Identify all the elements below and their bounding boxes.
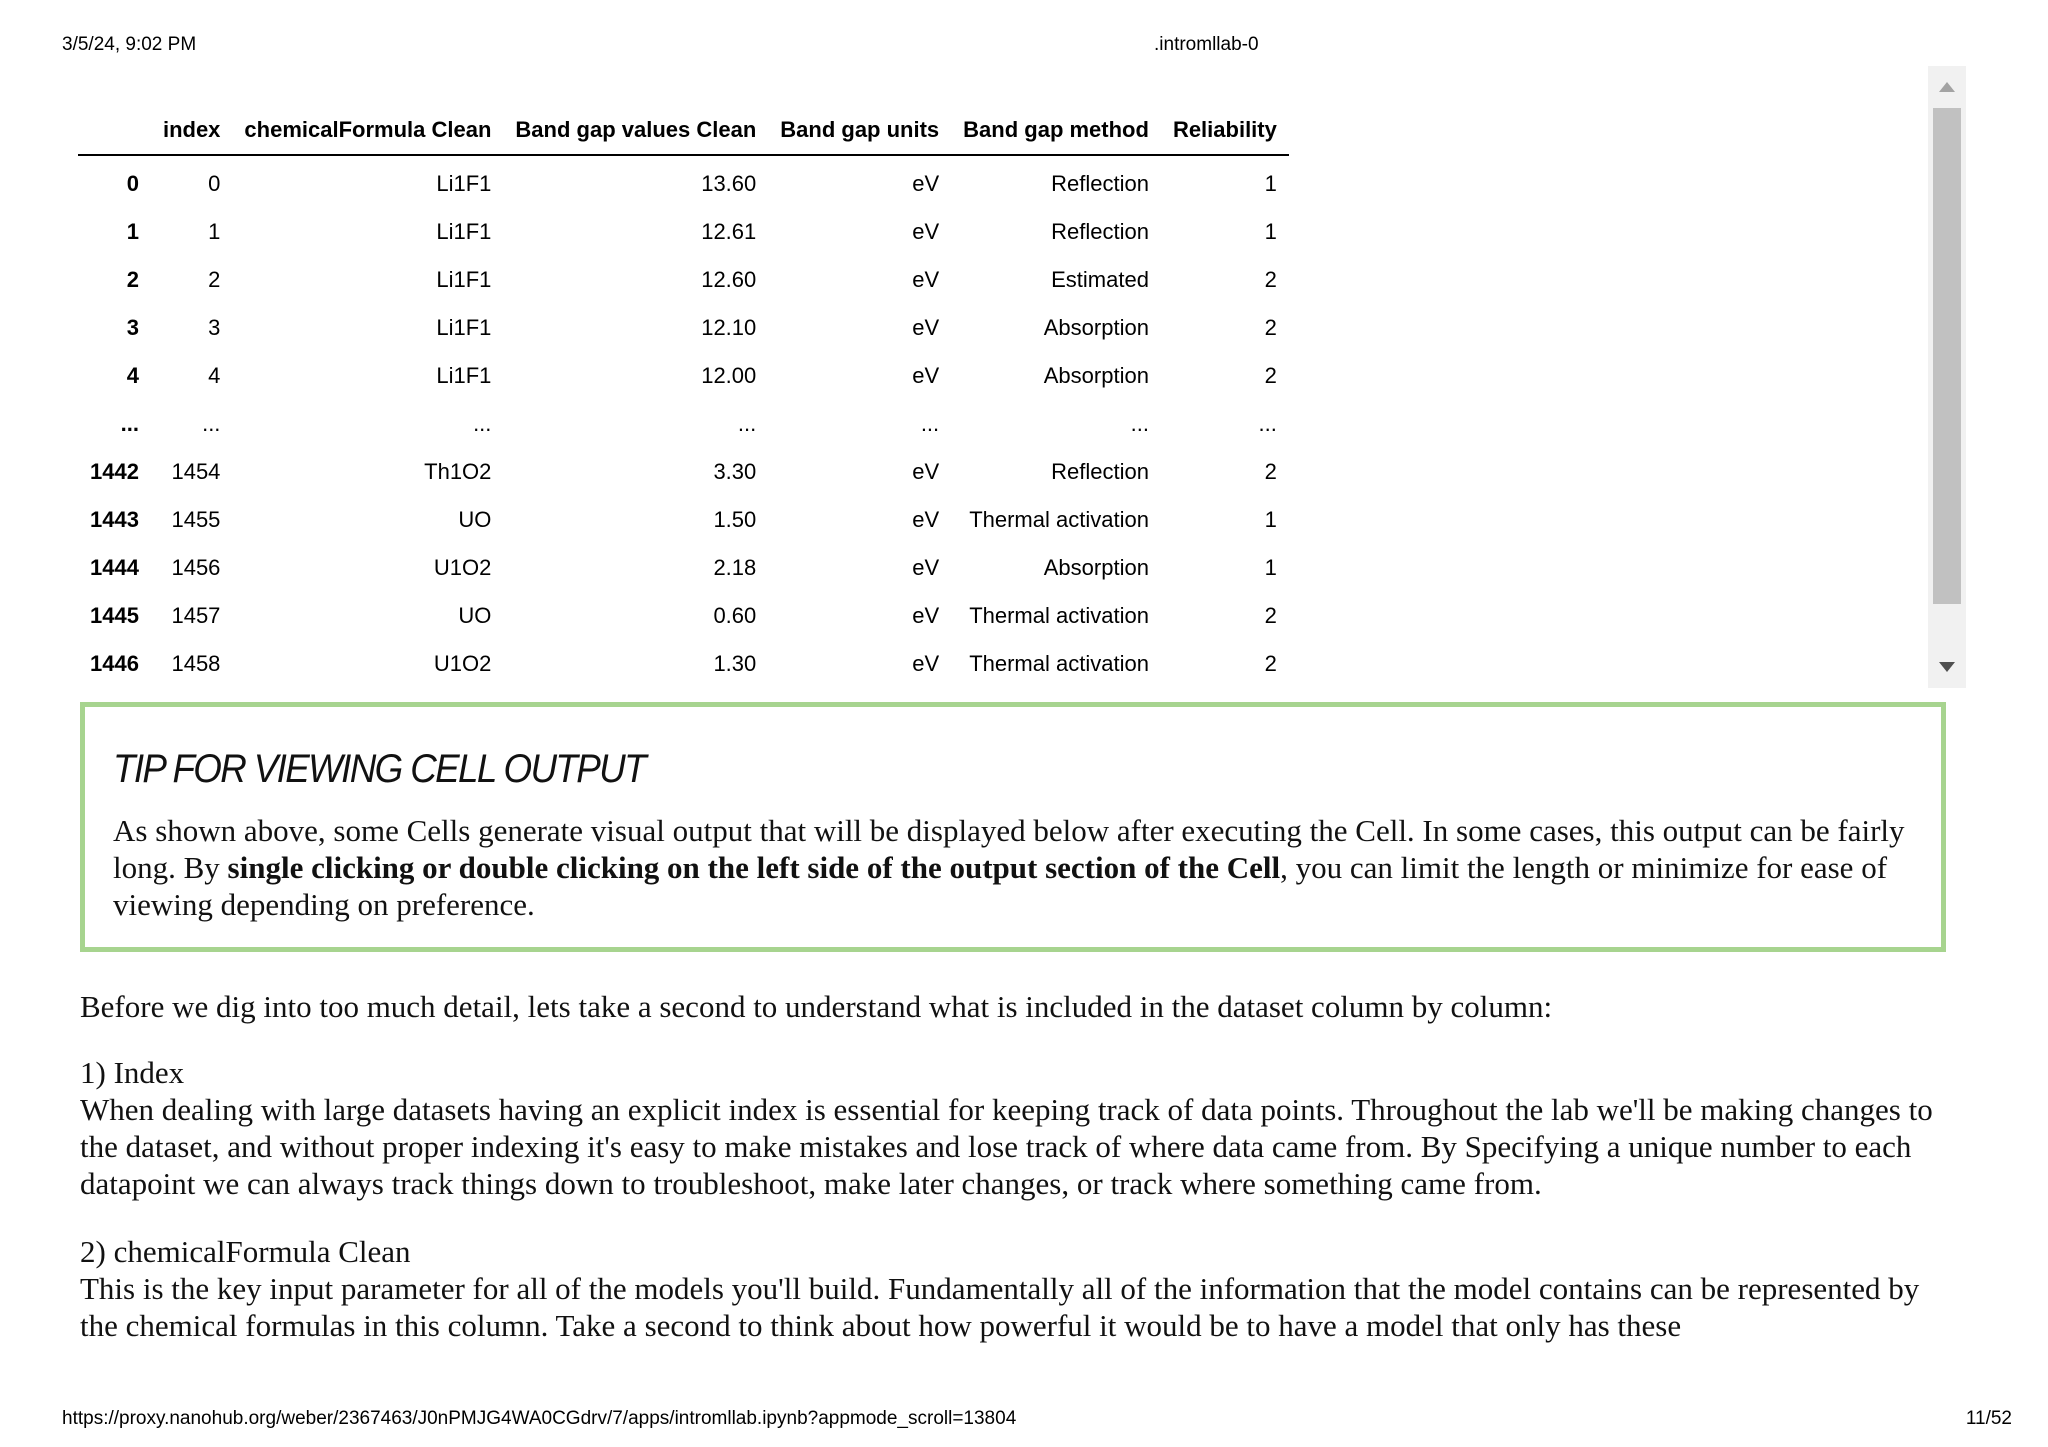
table-cell: Thermal activation [969,507,1149,532]
table-cell: eV [912,555,940,580]
tip-body-text: As shown above, some Cells generate visual output that will be displayed below after executing the Cell. In some cases, this output can be fairly long. By [113,813,1905,885]
table-cell: Li1F1 [436,171,492,196]
section-index [80,1054,1960,1202]
header-cell: chemicalFormula Clean [232,106,503,155]
table-cell: eV [912,219,940,244]
table-row [78,304,1289,352]
table-cell: Li1F1 [436,363,492,388]
table-cell: eV [912,459,940,484]
section-body: This is the key input parameter for all of the models you'll build. Fundamentally all of the information that the model contains can be represented by the chemical formulas in this column. Take a second to think about how powerful it would be to have a model that only has these [80,1271,1920,1343]
table-cell: 0 [208,171,221,196]
header-row [78,106,1289,155]
table-cell: 3.30 [713,459,757,484]
tip-body-text-end: , you can limit the length or minimize for ease of viewing depending on preference. [113,850,1888,922]
table-cell: 1 [1264,555,1277,580]
table-row [78,448,1289,496]
dataframe-body [78,155,1289,688]
table-cell: 12.10 [701,315,757,340]
print-datetime: 3/5/24, 9:02 PM [62,34,197,55]
table-cell: ... [1258,411,1277,436]
table-cell: 1456 [171,555,221,580]
table-row [78,640,1289,688]
print-url: https://proxy.nanohub.org/weber/2367463/J0nPMJG4WA0CGdrv/7/apps/intromllab.ipynb?appmode_scroll=13804 [62,1408,1017,1429]
print-header [62,34,1986,60]
section-chemical-formula [80,1233,1960,1344]
scrollbar-thumb[interactable] [1933,108,1961,604]
row-label: 4 [126,363,139,388]
table-cell: 2 [1264,603,1277,628]
table-cell: Reflection [1051,219,1149,244]
table-cell: ... [920,411,940,436]
table-cell: eV [912,267,940,292]
table-row [78,496,1289,544]
table-cell: 12.61 [701,219,757,244]
table-cell: 1.50 [713,507,757,532]
header-cell: Reliability [1161,106,1289,155]
table-cell: 0.60 [713,603,757,628]
table-cell: 2 [1264,459,1277,484]
section-title: 1) Index [80,1055,185,1090]
table-cell: eV [912,651,940,676]
table-cell: eV [912,171,940,196]
table-cell: Reflection [1051,459,1149,484]
table-cell: eV [912,315,940,340]
table-cell: 2 [1264,315,1277,340]
section-body: When dealing with large datasets having an explicit index is essential for keeping track of data points. Throughout the lab we'll be making changes to the dataset, and without proper indexing it's easy to make mistakes and lose track of where data came from. By Specifying a unique number to each datapoint we can always track things down to troubleshoot, make later changes, or track where something came from. [80,1092,1933,1201]
table-cell: 12.00 [701,363,757,388]
row-label: 0 [126,171,139,196]
table-cell: 2.18 [713,555,757,580]
row-label: 1 [126,219,139,244]
scroll-up-arrow-icon[interactable] [1939,82,1955,92]
row-label: 2 [126,267,139,292]
section-title: 2) chemicalFormula Clean [80,1234,411,1269]
table-cell: UO [458,507,492,532]
table-row [78,155,1289,208]
row-label: 3 [126,315,139,340]
table-cell: U1O2 [433,555,492,580]
table-cell: 13.60 [701,171,757,196]
table-cell: 3 [208,315,221,340]
table-cell: 1 [1264,219,1277,244]
table-cell: ... [473,411,492,436]
intro-paragraph: Before we dig into too much detail, lets take a second to understand what is included in the dataset column by column: [80,989,1553,1024]
table-row [78,208,1289,256]
dataframe-header [78,106,1289,155]
table-cell: Absorption [1043,363,1149,388]
header-cell-rowlabel [78,106,151,155]
scroll-down-arrow-icon[interactable] [1939,662,1955,672]
table-cell: 2 [1264,651,1277,676]
row-label: 1443 [90,507,139,532]
row-label: ... [120,411,139,436]
table-cell: Li1F1 [436,315,492,340]
tip-box [80,702,1946,952]
print-doc-title: .intromllab-0 [1154,34,1259,55]
header-cell: index [151,106,232,155]
print-page-number: 11/52 [1965,1408,2012,1429]
dataframe-table [78,106,1289,688]
table-cell: ... [202,411,221,436]
table-cell: 1 [1264,507,1277,532]
output-scrollbar[interactable] [1928,66,1966,688]
table-cell: Thermal activation [969,651,1149,676]
row-label: 1444 [90,555,139,580]
table-cell: ... [1130,411,1149,436]
row-label: 1442 [90,459,139,484]
table-cell: 1454 [171,459,221,484]
table-cell: ... [737,411,757,436]
table-row [78,592,1289,640]
table-cell: 4 [208,363,221,388]
header-cell: Band gap method [951,106,1161,155]
table-cell: 12.60 [701,267,757,292]
table-cell: 1 [1264,171,1277,196]
table-cell: Estimated [1051,267,1149,292]
table-cell: Reflection [1051,171,1149,196]
table-cell: 1 [208,219,221,244]
table-cell: Absorption [1043,315,1149,340]
table-row [78,256,1289,304]
table-row [78,352,1289,400]
row-label: 1446 [90,651,139,676]
table-cell: 2 [1264,267,1277,292]
table-cell: 1457 [171,603,221,628]
table-cell: eV [912,603,940,628]
tip-body [113,812,1923,923]
table-cell: Li1F1 [436,267,492,292]
table-cell: Thermal activation [969,603,1149,628]
table-row [78,400,1289,448]
print-footer [62,1408,2012,1434]
table-cell: eV [912,507,940,532]
table-cell: U1O2 [433,651,492,676]
cell-output-area[interactable] [78,66,1968,688]
header-cell: Band gap units [768,106,951,155]
table-cell: Th1O2 [424,459,492,484]
table-cell: 2 [1264,363,1277,388]
table-cell: 2 [208,267,221,292]
table-cell: 1455 [171,507,221,532]
table-cell: Absorption [1043,555,1149,580]
tip-body-bold: single clicking or double clicking on the left side of the output section of the Cell [227,850,1281,885]
row-label: 1445 [90,603,139,628]
table-cell: eV [912,363,940,388]
table-row [78,544,1289,592]
table-cell: 1.30 [713,651,757,676]
tip-title: TIP FOR VIEWING CELL OUTPUT [113,747,645,791]
table-cell: UO [458,603,492,628]
table-cell: Li1F1 [436,219,492,244]
table-cell: 1458 [171,651,221,676]
header-cell: Band gap values Clean [503,106,768,155]
